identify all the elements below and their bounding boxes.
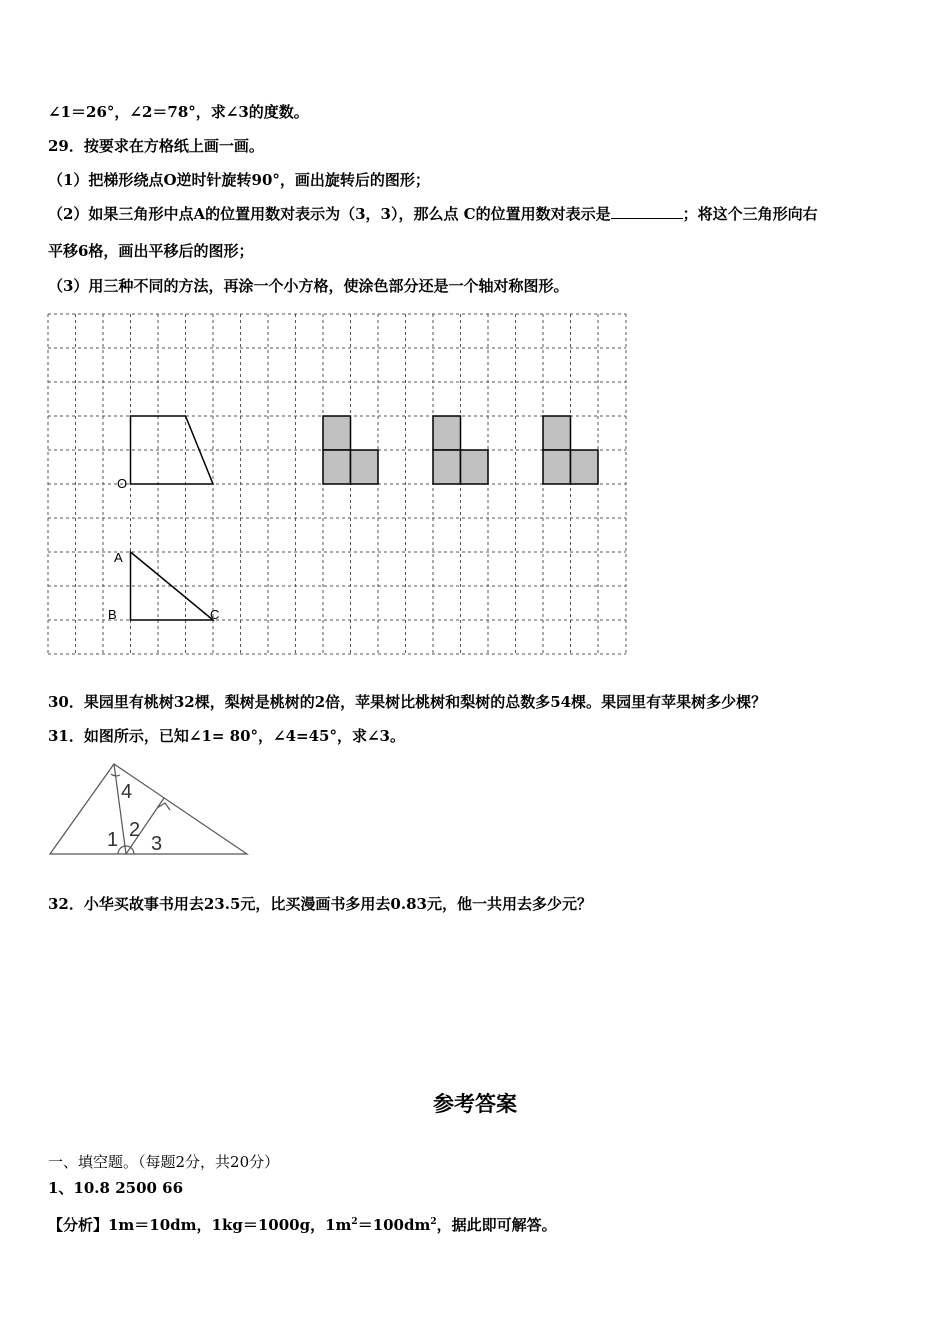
answers-section-1: 一、填空题。（每题2分，共20分）	[48, 1153, 280, 1171]
answers-title: 参考答案	[433, 1092, 517, 1116]
question-32: 32．小华买故事书用去23.5元，比买漫画书多用去0.83元，他一共用去多少元？	[48, 895, 592, 913]
question-29-part2-line2: 平移6格，画出平移后的图形；	[48, 242, 254, 260]
angle-2-label: 2	[129, 819, 141, 841]
analysis-mid: ＝100dm	[357, 1216, 431, 1234]
question-29-title: 29．按要求在方格纸上画一画。	[48, 137, 264, 155]
grid-figure	[40, 308, 640, 662]
analysis-suffix: ，据此即可解答。	[436, 1216, 557, 1234]
point-c-label: C	[210, 607, 220, 622]
question-31: 31．如图所示，已知∠1= 80°，∠4=45°，求∠3。	[48, 727, 405, 745]
angle-3-label: 3	[151, 833, 163, 855]
point-b-label: B	[108, 607, 117, 622]
point-a-label: A	[114, 550, 123, 565]
answer-1-analysis	[48, 1212, 557, 1235]
analysis-prefix: 【分析】1m＝10dm，1kg＝1000g，1m	[48, 1216, 352, 1234]
angle-triangle-figure	[44, 758, 254, 862]
l-shape-2	[433, 416, 488, 484]
question-28-tail: ∠1＝26°，∠2＝78°，求∠3的度数。	[48, 103, 309, 121]
question-29-part2-after: ；将这个三角形向右	[682, 205, 818, 223]
l-shape-1	[323, 416, 378, 484]
question-29-part1: （1）把梯形绕点O逆时针旋转90°，画出旋转后的图形；	[48, 171, 430, 189]
point-o-label: O	[117, 476, 128, 491]
l-shape-3	[543, 416, 598, 484]
question-29-part2	[48, 204, 818, 224]
angle-4-label: 4	[121, 781, 133, 803]
right-angle-mark	[157, 803, 170, 810]
answer-1: 1、10.8 2500 66	[48, 1179, 184, 1197]
answer-blank	[611, 204, 683, 219]
analysis-sup-1: 2	[351, 1217, 358, 1227]
analysis-sup-2: 2	[430, 1217, 437, 1227]
question-29-part2-before: （2）如果三角形中点A的位置用数对表示为（3，3），那么点 C的位置用数对表示是	[48, 205, 611, 223]
question-29-part3: （3）用三种不同的方法，再涂一个小方格，使涂色部分还是一个轴对称图形。	[48, 277, 569, 295]
angle-1-label: 1	[107, 829, 119, 851]
outer-triangle	[50, 764, 247, 854]
question-30: 30．果园里有桃树32棵，梨树是桃树的2倍，苹果树比桃树和梨树的总数多54棵。果园里有苹果树多少棵？	[48, 693, 767, 711]
